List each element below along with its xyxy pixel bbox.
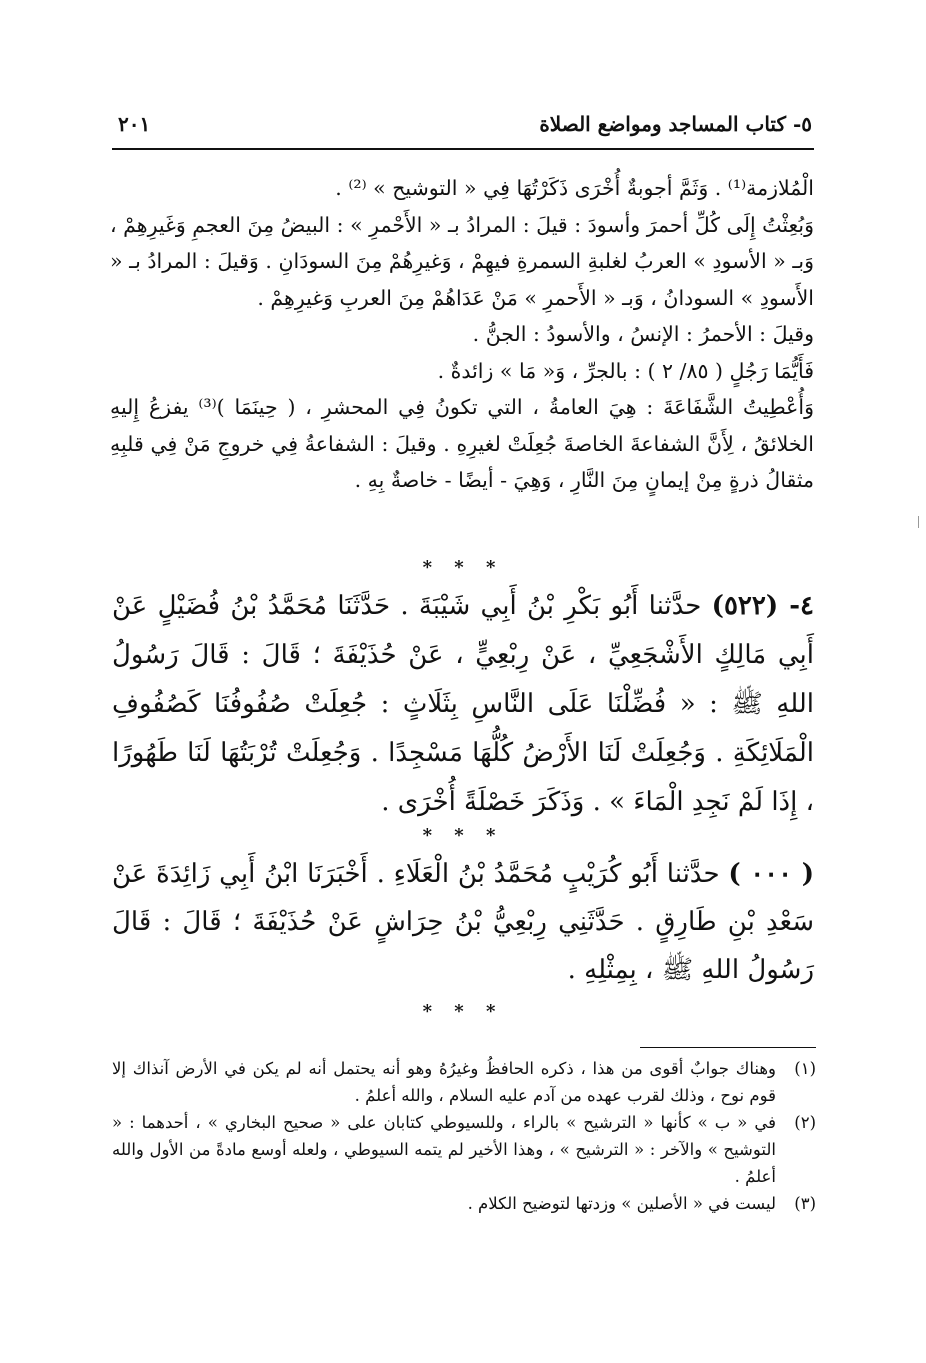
hadith-number: ٤- (٥٢٢) [711, 591, 814, 621]
running-title: ٥- كتاب المساجد ومواضع الصلاة [539, 112, 812, 136]
hadith-522 [112, 582, 814, 827]
hadith-text: حدَّثنا أَبُو كُرَيْبٍ مُحَمَّدُ بْنُ الْعَلَاءِ . أَخْبَرَنَا ابْنُ أَبِي زَائِدَةَ عَنْ سَعْدِ بْنِ طَارِقٍ . حَدَّثَنِي رِبْعِيُّ بْنُ حِرَاشٍ عَنْ حُذَيْفَةَ ؛ قَالَ : قَالَ رَسُولُ اللهِ ﷺ ، بِمِثْلِهِ . [112, 859, 814, 985]
hadith-000 [112, 850, 814, 994]
footnote-text: في « ب » كأنها « الترشيح » بالراء ، وللسيوطي كتابان على « صحيح البخاري » ، أحدهما : « التوشيح » والآخر : « الترشيح » ، وهذا الأخير لم يتمه السيوطي ، ولعله أوسع مادةً من الأول والله أعلمُ . [112, 1113, 776, 1186]
footnote [112, 1055, 816, 1109]
footnote-rule [640, 1047, 816, 1048]
commentary-paragraph: وقيلَ : الأحمرُ : الإنسُ ، والأسودُ : الجنُّ . [472, 322, 814, 346]
commentary-paragraph: وَأُعْطِيتُ الشَّفَاعَةَ : هِيَ العامةُ ، التي تكونُ فِي المحشرِ ، ( حِينَمَا )⁽³⁾ يفزعُ إِليهِ الخلائقُ ، لِأَنَّ الشفاعةَ الخاصةَ جُعِلَتْ لغيرِهِ . وقيلَ : الشفاعةُ فِي خروجِ مَنْ فِي قلبِهِ مثقالُ ذرةٍ مِنْ إيمانٍ مِنَ النَّارِ ، وَهِيَ - أيضًا - خاصةٌ بِهِ . [110, 395, 814, 492]
section-separator: * * * [422, 557, 504, 578]
header-rule [112, 148, 814, 150]
footnote-marker: (٣) [794, 1194, 816, 1213]
footnote [112, 1190, 816, 1217]
footnote-marker: (٢) [794, 1113, 816, 1132]
footnote [112, 1109, 816, 1190]
commentary-paragraph: الْمُلازمة⁽¹⁾ . وَثَمَّ أجوبةٌ أُخْرَى ذَكَرْتُهَا فِي « التوشيح » ⁽²⁾ . [335, 176, 814, 200]
section-separator: * * * [422, 825, 504, 846]
page-number: ٢٠١ [118, 112, 151, 136]
footnote-marker: (١) [794, 1059, 816, 1078]
section-separator: * * * [422, 1001, 504, 1022]
commentary-paragraph: فَأَيُّمَا رَجُلٍ ( ٨٥/ ٢ ) : بالجرِّ ، وَ« مَا » زائدةٌ . [437, 358, 814, 383]
footnotes-section [112, 1055, 816, 1217]
commentary-paragraph: وَبُعِثْتُ إِلَى كُلِّ أحمرَ وأسودَ : قيلَ : المرادُ بـ « الأَحْمرِ » : البيضُ مِنَ العجمِ وَغَيرِهِمْ ، وَبـ « الأسودِ » العربُ لغلبةِ السمرةِ فيهِمْ ، وَغيرِهُمْ مِنَ السودَانِ . وَقيلَ : المرادُ بـ « الأَسودِ » السودانُ ، وَبـ « الأَحمرِ » مَنْ عَدَاهُمْ مِنَ العربِ وَغيرِهِمْ . [110, 212, 814, 310]
footnote-text: ليست في « الأصلين » وزدتها لتوضيح الكلام . [467, 1194, 776, 1213]
hadith-paragraph [112, 582, 814, 827]
hadith-text: حدَّثنا أَبُو بَكْرِ بْنُ أَبِي شَيْبَةَ . حَدَّثَنَا مُحَمَّدُ بْنُ فُضَيْلٍ عَنْ أَبِي مَالِكٍ الأَشْجَعِيِّ ، عَنْ رِبْعِيٍّ ، عَنْ حُذَيْفَةَ ؛ قَالَ : قَالَ رَسُولُ اللهِ ﷺ : « فُضِّلْنَا عَلَى النَّاسِ بِثَلَاثٍ : جُعِلَتْ صُفُوفُنَا كَصُفُوفِ الْمَلَائِكَةِ . وَجُعِلَتْ لَنَا الأَرْضُ كُلُّهَا مَسْجِدًا . وَجُعِلَتْ تُرْبَتُهَا لَنَا طَهُورًا ، إِذَا لَمْ نَجِدِ الْمَاءَ » . وَذَكَرَ خَصْلَةً أُخْرَى . [112, 591, 814, 817]
hadith-number: ( ٠٠٠ ) [728, 859, 815, 889]
margin-mark [918, 516, 919, 528]
hadith-paragraph [112, 850, 814, 994]
footnote-text: وهناك جوابٌ أقوى من هذا ، ذكره الحافظُ وغيرُهُ وهو أنه يحتمل أنه لم يكن في الأرض آنذاك إلا قوم نوح ، وذلك لقرب عهده من آدم عليه السلام ، والله أعلمُ . [112, 1059, 776, 1105]
page-header [112, 112, 812, 150]
commentary-section [110, 170, 814, 499]
